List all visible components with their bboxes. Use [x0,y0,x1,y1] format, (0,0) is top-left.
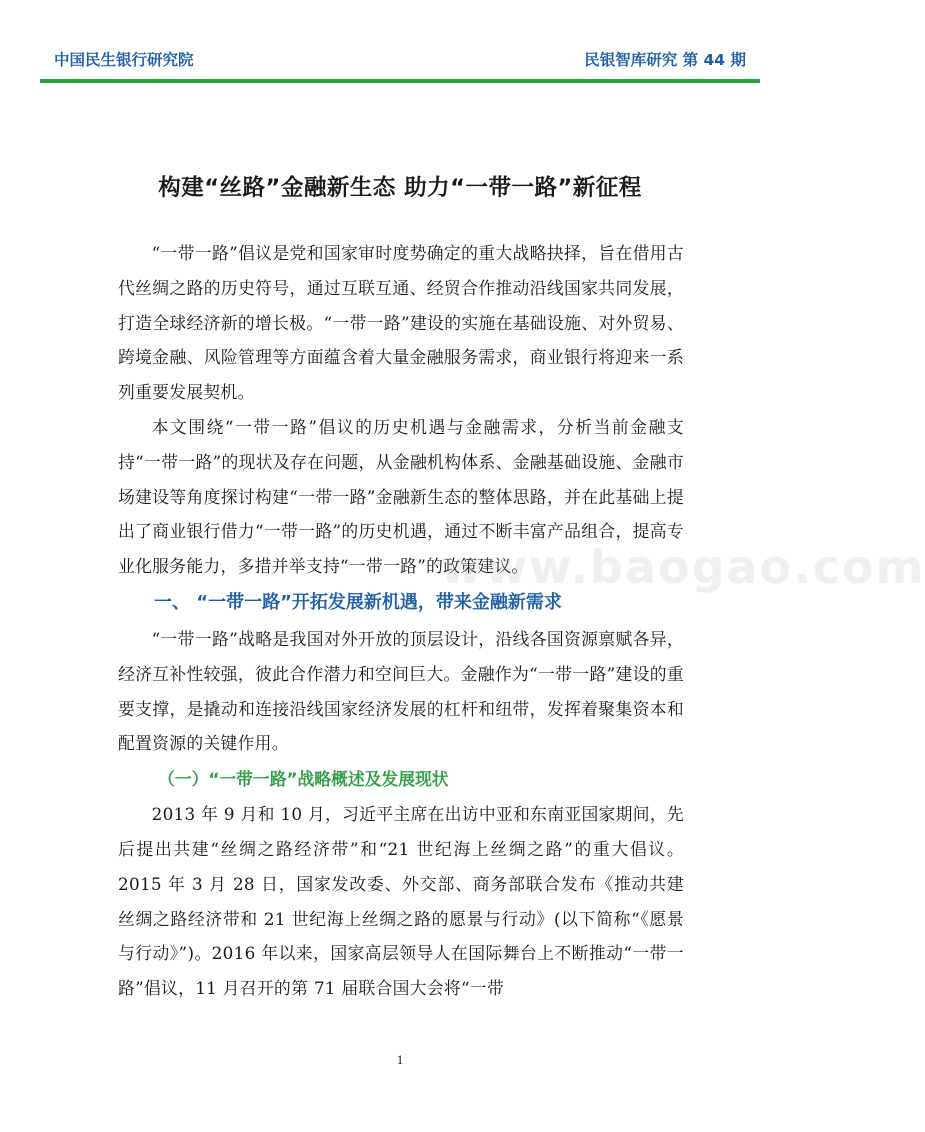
header-publication: 民银智库研究 第 44 期 [584,51,746,69]
watermark: www.baogao.com [440,540,925,594]
body-paragraph-2: 本文围绕“一带一路”倡议的历史机遇与金融需求，分析当前金融支持“一带一路”的现状及存在问题，从金融机构体系、金融基础设施、金融市场建设等角度探讨构建“一带一路”金融新生态的整体思路，并在此基础上提出了商业银行借力“一带一路”的历史机遇，通过不断丰富产品组合，提高专业化服务能力，多措并举支持“一带一路”的政策建议。 [118,416,684,577]
document-body [118,236,684,1006]
page-header [44,48,756,78]
body-paragraph-1: “一带一路”倡议是党和国家审时度势确定的重大战略抉择，旨在借用古代丝绸之路的历史符号，通过互联互通、经贸合作推动沿线国家共同发展，打造全球经济新的增长极。“一带一路”建设的实施在基础设施、对外贸易、跨境金融、风险管理等方面蕴含着大量金融服务需求，商业银行将迎来一系列重要发展契机。 [118,243,684,403]
document-title: 构建“丝路”金融新生态 助力“一带一路”新征程 [158,175,642,201]
section-heading-1: 一、 “一带一路”开拓发展新机遇，带来金融新需求 [154,591,562,613]
header-divider [40,79,760,83]
subsection-heading-1: （一）“一带一路”战略概述及发展现状 [158,769,449,790]
subsection-1-paragraph: 2013 年 9 月和 10 月，习近平主席在出访中亚和东南亚国家期间，先后提出共建“丝绸之路经济带”和“21 世纪海上丝绸之路”的重大倡议。2015 年 3 月 28 日，国家发改委、外交部、商务部联合发布《推动共建丝绸之路经济带和 21 世纪海上丝绸之路的愿景与行动》(以下简称“《愿景与行动》”)。2016 年以来，国家高层领导人在国际舞台上不断推动“一带一路”倡议，11 月召开的第 71 届联合国大会将“一带 [118,804,684,999]
page-number: 1 [396,1052,404,1067]
header-institution: 中国民生银行研究院 [54,51,194,69]
section-1-paragraph: “一带一路”战略是我国对外开放的顶层设计，沿线各国资源禀赋各异，经济互补性较强，彼此合作潜力和空间巨大。金融作为“一带一路”建设的重要支撑，是撬动和连接沿线国家经济发展的杠杆和纽带，发挥着聚集资本和配置资源的关键作用。 [118,628,684,754]
